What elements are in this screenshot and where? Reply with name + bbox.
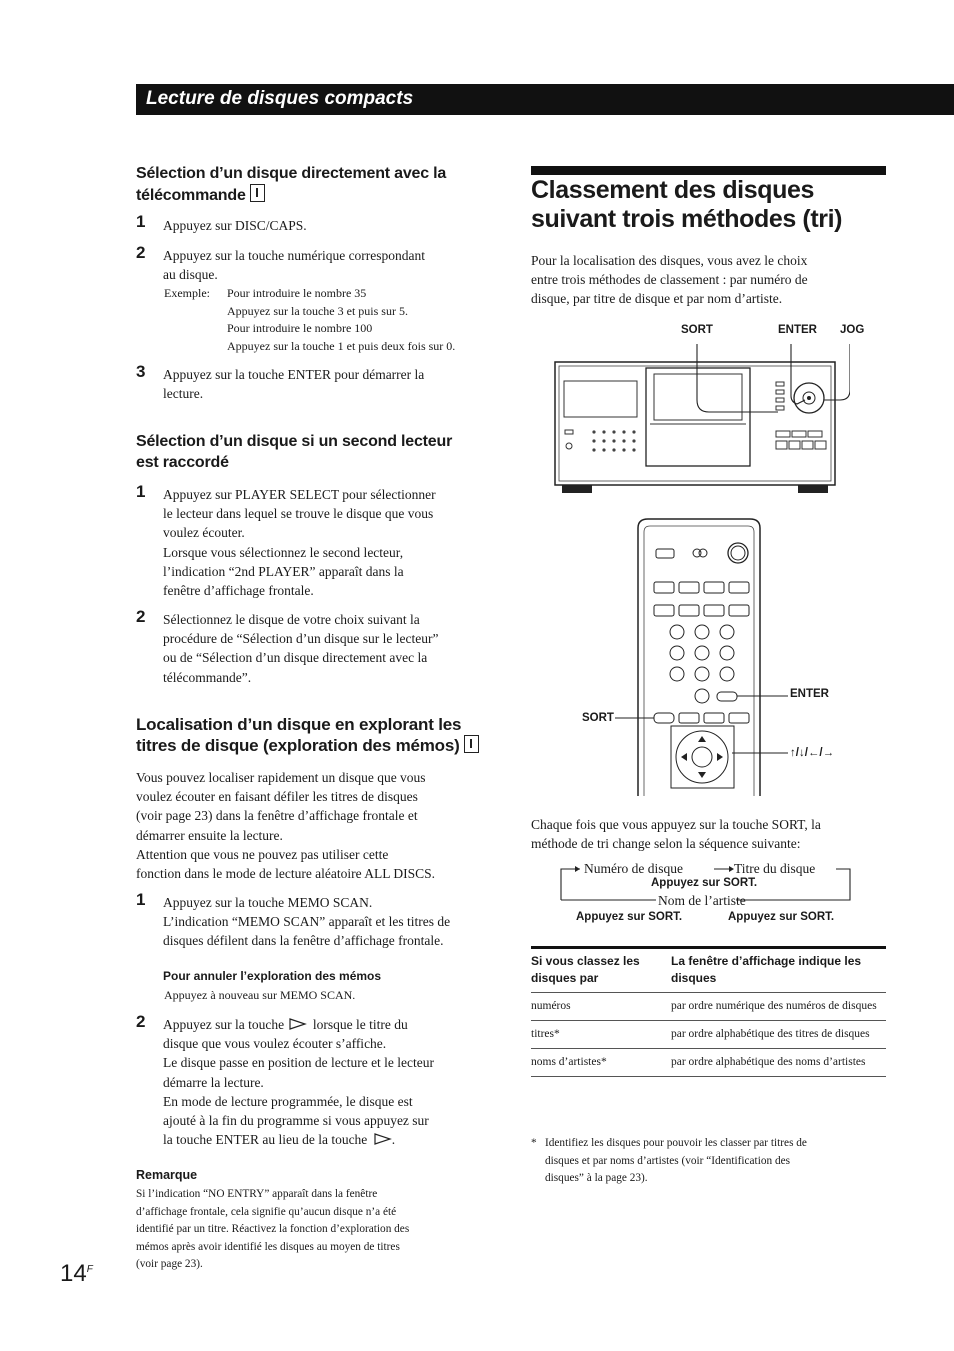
remote-icon (250, 184, 265, 202)
footnote-line: disques” à la page 23). (545, 1172, 648, 1184)
title-rule (531, 166, 886, 175)
sequence-intro (531, 815, 891, 853)
step-number: 1 (136, 212, 146, 231)
footnote-line: disques et par noms d’artistes (voir “Identification des (545, 1154, 791, 1167)
step-text-line: Appuyez sur la touche MEMO SCAN. (163, 895, 373, 910)
step-text-line: ajouté à la fin du programme si vous appuyez sur (163, 1113, 429, 1129)
step-text-line: voulez écouter. (163, 525, 245, 541)
label-jog: JOG (840, 324, 865, 336)
step-text-line: L’indication “MEMO SCAN” apparaît et les titres de (163, 914, 451, 930)
step-number: 2 (136, 607, 146, 626)
section1-title-line2: télécommande (136, 187, 246, 204)
step-text-line: disque que vous voulez écouter s’affiche. (163, 1036, 387, 1052)
intro-line: entre trois méthodes de classement : par numéro de (531, 272, 808, 288)
seq-item-numero: Numéro de disque (584, 861, 683, 876)
step-number: 3 (136, 362, 146, 381)
step-text-line: Le disque passe en position de lecture et le lecteur (163, 1055, 435, 1071)
step-text-fragment: lorsque le titre du (312, 1017, 408, 1032)
intro-line: fonction dans le mode de lecture aléatoire ALL DISCS. (136, 866, 436, 882)
section3-intro (136, 768, 496, 883)
seq-item-artiste: Nom de l’artiste (658, 893, 746, 908)
step-text-line: Lorsque vous sélectionnez le second lecteur, (163, 544, 404, 560)
seq-press-1: Appuyez sur SORT. (651, 877, 758, 889)
step-text (163, 893, 450, 951)
intro-line: (voir page 23) dans la fenêtre d’affichage frontale et (136, 808, 418, 824)
step-number: 1 (136, 482, 146, 501)
section3-heading (136, 714, 496, 756)
table-row (531, 1049, 886, 1077)
note-line: Si l’indication “NO ENTRY” apparaît dans la fenêtre (136, 1188, 378, 1200)
section1-heading (136, 163, 496, 206)
table-header: La fenêtre d’affichage indique les disques (671, 949, 886, 993)
intro-line: Pour la localisation des disques, vous avez le choix (531, 253, 808, 268)
remote-label-sort: SORT (582, 712, 614, 724)
label-enter: ENTER (778, 324, 817, 336)
step-text-line: disques défilent dans la fenêtre d’affichage frontale. (163, 933, 444, 949)
step-text-line: lecture. (163, 386, 204, 402)
step-text-line: télécommande”. (163, 669, 252, 685)
section2-heading (136, 431, 496, 473)
step-text (163, 1015, 503, 1149)
example-line: Pour introduire le nombre 35 (227, 286, 367, 300)
intro-line: méthode de tri change selon la séquence suivante: (531, 836, 801, 852)
step-text-line: l’indication “2nd PLAYER” apparaît dans la (163, 563, 404, 579)
step-text: Appuyez sur DISC/CAPS. (163, 218, 307, 233)
play-icon (374, 1133, 392, 1145)
step-text-line: la touche ENTER au lieu de la touche . (163, 1132, 396, 1148)
page-number-value: 14 (60, 1260, 87, 1287)
section2-title-line1: Sélection d’un disque si un second lecteur (136, 433, 453, 450)
label-sort: SORT (681, 324, 713, 336)
step-text (163, 246, 425, 284)
section3-title-line1: Localisation d’un disque en explorant les (136, 715, 462, 734)
section1-title-line1: Sélection d’un disque directement avec la (136, 165, 447, 182)
table-row (531, 1021, 886, 1049)
table-cell: noms d’artistes* (531, 1049, 671, 1077)
table-row (531, 993, 886, 1021)
intro-line: Attention que vous ne pouvez pas utiliser cette (136, 846, 389, 862)
intro-line: Vous pouvez localiser rapidement un disque que vous (136, 770, 426, 785)
seq-press-3: Appuyez sur SORT. (728, 911, 835, 923)
example-line: Appuyez sur la touche 1 et puis deux fois sur 0. (227, 338, 456, 353)
page-title-line: suivant trois méthodes (tri) (531, 205, 843, 233)
step-text-fragment: la touche ENTER au lieu de la touche (163, 1132, 368, 1148)
sort-table-wrap (531, 946, 886, 1077)
right-intro (531, 251, 891, 309)
cancel-title: Pour annuler l’exploration des mémos (163, 969, 382, 983)
note-line: d’affichage frontale, cela signifie qu’aucun disque n’a été (136, 1205, 397, 1218)
step-number: 2 (136, 243, 146, 262)
step-text (163, 485, 436, 600)
sort-table (531, 949, 886, 1077)
note-line: mémos après avoir identifié les disques au moyen de titres (136, 1240, 400, 1253)
step-text-line: En mode de lecture programmée, le disque est (163, 1093, 413, 1109)
note-text (136, 1186, 496, 1274)
sort-connector (615, 714, 635, 724)
table-cell: titres* (531, 1021, 671, 1049)
intro-line: démarrer ensuite la lecture. (136, 827, 283, 843)
remote-label-arrows: ↑/↓/←/→ (790, 747, 835, 759)
example-line: Pour introduire le nombre 100 (227, 321, 373, 335)
step-text-line: Appuyez sur la touche ENTER pour démarrer la (163, 367, 425, 382)
intro-line: voulez écouter en faisant défiler les titres de disques (136, 789, 418, 805)
step-number: 1 (136, 890, 146, 909)
remote-connectors (730, 690, 790, 770)
section3-title-line2: titres de disque (exploration des mémos) (136, 736, 460, 755)
note-line: (voir page 23). (136, 1258, 203, 1270)
step-text-line: procédure de “Sélection d’un disque sur le lecteur” (163, 631, 439, 647)
footnote-star: * (531, 1137, 537, 1149)
step-text-line (163, 1015, 503, 1034)
remote-label-enter: ENTER (790, 688, 829, 700)
cancel-text: Appuyez à nouveau sur MEMO SCAN. (164, 988, 356, 1002)
step-text-line: Appuyez sur PLAYER SELECT pour sélectionner (163, 487, 436, 502)
step-text-line: le lecteur dans lequel se trouve le disque que vous (163, 506, 434, 522)
table-cell: par ordre alphabétique des titres de disques (671, 1021, 886, 1049)
table-cell: numéros (531, 993, 671, 1021)
intro-line: Chaque fois que vous appuyez sur la touche SORT, la (531, 817, 821, 832)
footnote-line: Identifiez les disques pour pouvoir les classer par titres de (545, 1137, 807, 1149)
step-text-line: au disque. (163, 267, 218, 283)
remote-icon (464, 735, 479, 753)
page-title-line: Classement des disques (531, 176, 814, 204)
step-text-line: Sélectionnez le disque de votre choix suivant la (163, 612, 420, 627)
step-text-line: fenêtre d’affichage frontale. (163, 583, 314, 599)
table-cell: par ordre alphabétique des noms d’artistes (671, 1049, 886, 1077)
cd-player-illustration (550, 340, 850, 496)
step-text-line: démarre la lecture. (163, 1074, 264, 1090)
step-text-fragment: Appuyez sur la touche (163, 1017, 285, 1032)
step-text (163, 365, 424, 403)
running-header: Lecture de disques compacts (146, 88, 414, 109)
seq-press-2: Appuyez sur SORT. (576, 911, 683, 923)
page-title (531, 176, 891, 234)
table-header-row (531, 949, 886, 993)
section2-title-line2: est raccordé (136, 454, 229, 471)
example-block (227, 285, 455, 355)
page-number (60, 1260, 93, 1288)
note-line: identifié par un titre. Réactivez la fonction d’exploration des (136, 1223, 410, 1235)
step-number: 2 (136, 1012, 146, 1031)
intro-line: disque, par titre de disque et par nom d’artiste. (531, 291, 783, 307)
footnote (545, 1135, 890, 1188)
step-text-line: Appuyez sur la touche numérique correspondant (163, 248, 426, 263)
table-header: Si vous classez les disques par (531, 949, 671, 993)
example-line: Appuyez sur la touche 3 et puis sur 5. (227, 303, 408, 318)
play-icon (289, 1018, 307, 1030)
table-cell: par ordre numérique des numéros de disques (671, 993, 886, 1021)
note-title: Remarque (136, 1168, 198, 1182)
seq-item-titre: Titre du disque (734, 861, 816, 876)
step-text (163, 610, 439, 687)
page-number-suffix: F (86, 1264, 93, 1275)
step-text-line: ou de “Sélection d’un disque directement avec la (163, 650, 428, 666)
example-label: Exemple: (164, 286, 210, 300)
